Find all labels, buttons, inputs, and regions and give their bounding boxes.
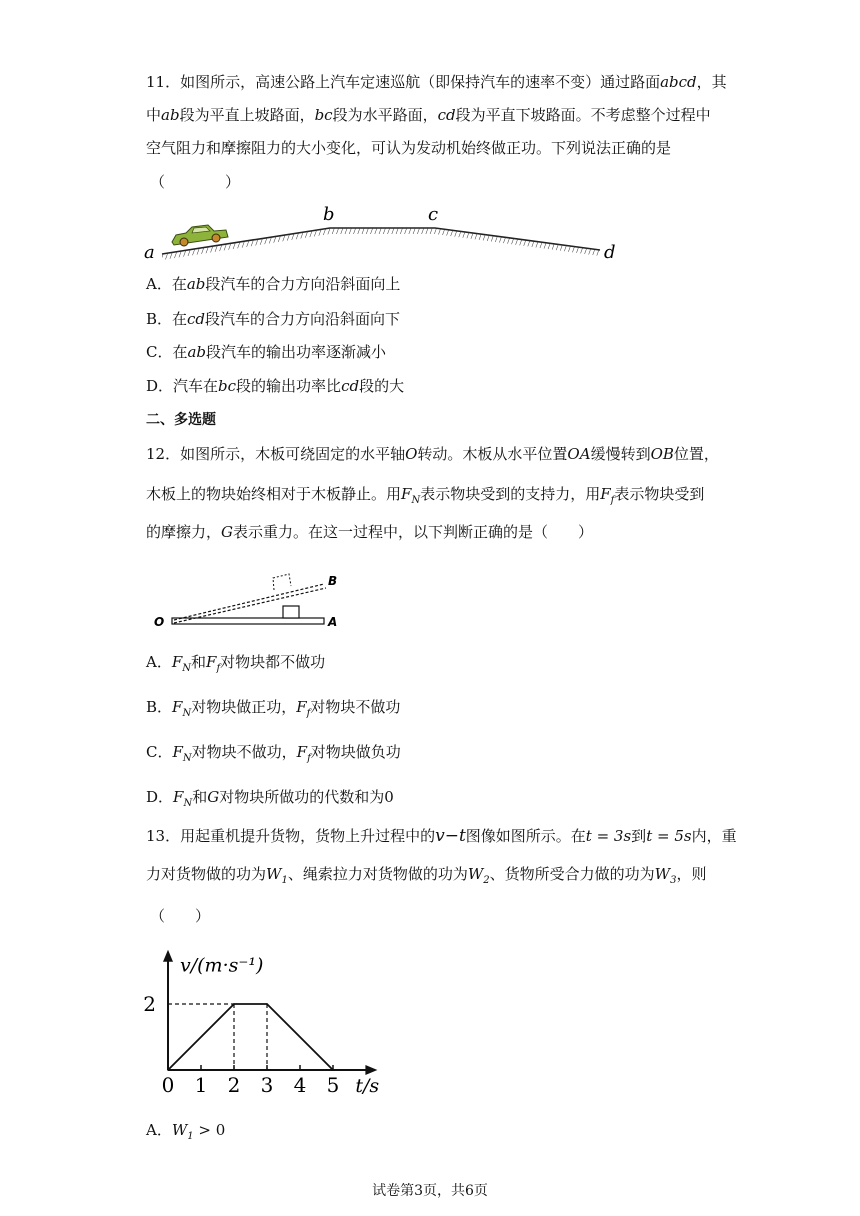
q12-board-figure bbox=[148, 566, 348, 636]
board-OA bbox=[172, 618, 324, 624]
q12-option-b bbox=[146, 697, 400, 724]
symbol-FN bbox=[171, 653, 192, 674]
q12-var-G: G bbox=[221, 523, 233, 541]
symbol-Ff bbox=[296, 698, 311, 719]
option-var: bc bbox=[218, 377, 237, 395]
q13-t3: t = 3s bbox=[585, 827, 632, 845]
q12-var-OA: OA bbox=[567, 445, 591, 463]
option-var: cd bbox=[341, 377, 360, 395]
q11-option-c bbox=[146, 342, 386, 362]
q13-text: ，则 bbox=[676, 865, 707, 883]
symbol-F: F bbox=[171, 653, 183, 671]
label-b: b bbox=[323, 204, 335, 225]
q13-text: 、绳索拉力对货物做的功为 bbox=[287, 865, 468, 883]
option-letter: B． bbox=[146, 698, 173, 716]
option-var: cd bbox=[187, 310, 206, 328]
x-tick-label: 0 bbox=[161, 1073, 175, 1097]
q13-text: 到 bbox=[631, 827, 647, 845]
subscript-f: f bbox=[307, 753, 311, 764]
q11-text-tail: ，其 bbox=[696, 73, 727, 91]
option-text: 和 bbox=[191, 653, 207, 671]
q13-line2 bbox=[146, 864, 706, 891]
subscript-f: f bbox=[610, 495, 615, 506]
subscript-N: N bbox=[182, 708, 192, 719]
q12-line3 bbox=[146, 522, 593, 542]
symbol-W: W bbox=[266, 865, 282, 883]
option-letter: D． bbox=[146, 788, 174, 806]
x-tick-label: 3 bbox=[260, 1073, 274, 1097]
label-A: A bbox=[328, 615, 338, 629]
q11-var-bc: bc bbox=[314, 106, 333, 124]
board-OB-dashed bbox=[174, 584, 324, 620]
symbol-W2: $W_2$ bbox=[467, 865, 490, 886]
symbol-F: F bbox=[401, 485, 412, 503]
symbol-W3: $W_3$ bbox=[654, 865, 677, 886]
symbol-W: W bbox=[467, 865, 484, 883]
q12-text: 的摩擦力， bbox=[146, 523, 222, 541]
q12-text: 表示物块受到 bbox=[614, 485, 705, 503]
symbol-F: F bbox=[206, 653, 217, 671]
option-text: A．在 bbox=[146, 275, 187, 293]
q13-text: 内，重 bbox=[691, 827, 737, 845]
q11-option-b bbox=[146, 309, 400, 329]
block bbox=[283, 606, 299, 618]
q11-var-cd: cd bbox=[437, 106, 456, 124]
q12-text: 表示物块受到的支持力，用 bbox=[420, 485, 601, 503]
label-a: a bbox=[144, 242, 155, 263]
y-axis-label: v/(m·s⁻¹) bbox=[180, 954, 264, 977]
q13-answer-paren: （ ） bbox=[150, 907, 211, 925]
q11-text: 段为水平路面， bbox=[332, 106, 438, 124]
option-var: ab bbox=[186, 275, 206, 293]
symbol-F: F bbox=[173, 788, 184, 806]
data-point bbox=[167, 1069, 169, 1071]
symbol-W1: $W_1$ bbox=[266, 865, 288, 886]
data-point bbox=[233, 1003, 235, 1005]
q12-option-d bbox=[146, 787, 394, 814]
symbol-FN bbox=[401, 485, 421, 506]
q13-text: 、货物所受合力做的功为 bbox=[489, 865, 655, 883]
option-text: 对物块不做功 bbox=[310, 698, 401, 716]
q13-text: 13．用起重机提升货物，货物上升过程中的 bbox=[146, 827, 436, 845]
option-letter: A． bbox=[146, 1121, 172, 1139]
q12-text: 缓慢转到 bbox=[590, 445, 651, 463]
q12-line2 bbox=[146, 484, 704, 511]
q12-option-a bbox=[146, 652, 325, 679]
q11-line1 bbox=[146, 72, 727, 92]
q11-var-ab: ab bbox=[161, 106, 180, 124]
option-text: 对物块不做功， bbox=[191, 743, 297, 761]
q13-text: 图像如图所示。在 bbox=[465, 827, 586, 845]
q11-line3 bbox=[146, 138, 671, 158]
symbol-W: W bbox=[654, 865, 671, 883]
car-icon bbox=[172, 225, 228, 246]
subscript-f: f bbox=[306, 708, 311, 719]
x-tick-label: 1 bbox=[194, 1073, 208, 1097]
x-axis-label: t/s bbox=[355, 1075, 380, 1097]
q11-text: 段为平直上坡路面， bbox=[179, 106, 315, 124]
label-c: c bbox=[428, 204, 439, 225]
option-text: 段的大 bbox=[359, 377, 405, 395]
symbol-F: F bbox=[172, 698, 183, 716]
symbol-FN bbox=[172, 698, 192, 719]
q11-road-figure bbox=[140, 200, 630, 270]
option-text: 段汽车的合力方向沿斜面向下 bbox=[205, 310, 401, 328]
q12-var-O: O bbox=[405, 445, 418, 463]
symbol-FN bbox=[173, 788, 193, 809]
option-text: C．在 bbox=[146, 343, 188, 361]
y-tick-label: 2 bbox=[143, 992, 156, 1016]
option-text: 对物块所做功的代数和为0 bbox=[219, 788, 394, 806]
q13-vt-chart bbox=[140, 935, 400, 1105]
option-text: B．在 bbox=[146, 310, 188, 328]
q12-text: 表示重力。在这一过程中，以下判断正确的是（ ） bbox=[233, 523, 594, 541]
symbol-Ff bbox=[600, 485, 615, 506]
x-tick-label: 4 bbox=[293, 1073, 307, 1097]
subscript-N: N bbox=[182, 753, 192, 764]
label-B: B bbox=[328, 574, 338, 588]
q12-text: 12．如图所示，木板可绕固定的水平轴 bbox=[146, 445, 406, 463]
option-letter: C． bbox=[146, 743, 173, 761]
symbol-FN bbox=[172, 743, 192, 764]
x-tick-label: 5 bbox=[326, 1073, 340, 1097]
q12-var-OB: OB bbox=[650, 445, 674, 463]
q11-text: 段为平直下坡路面。不考虑整个过程中 bbox=[455, 106, 711, 124]
q13-t5: t = 5s bbox=[646, 827, 692, 845]
label-d: d bbox=[604, 242, 616, 263]
q12-line1 bbox=[146, 444, 719, 464]
x-axis-arrow bbox=[365, 1065, 377, 1075]
y-axis-arrow bbox=[163, 950, 173, 962]
subscript-f: f bbox=[216, 663, 221, 674]
option-letter: A． bbox=[146, 653, 172, 671]
q13-var-vt: v−t bbox=[435, 826, 466, 846]
symbol-Ff bbox=[296, 743, 311, 764]
q11-option-a bbox=[146, 274, 400, 294]
option-text: 段的输出功率比 bbox=[236, 377, 342, 395]
option-text: 和 bbox=[192, 788, 208, 806]
q13-option-a bbox=[146, 1120, 225, 1147]
q13-line1 bbox=[146, 826, 737, 846]
option-var: ab bbox=[187, 343, 207, 361]
q13-text: 力对货物做的功为 bbox=[146, 865, 267, 883]
q11-var-abcd: abcd bbox=[660, 73, 697, 91]
symbol-F: F bbox=[296, 698, 307, 716]
q11-text: 空气阻力和摩擦阻力的大小变化，可认为发动机始终做正功。下列说法正确的是 bbox=[146, 139, 672, 157]
series-line bbox=[168, 1004, 333, 1070]
option-text: D．汽车在 bbox=[146, 377, 219, 395]
subscript-N: N bbox=[411, 495, 421, 506]
option-var-G: G bbox=[207, 788, 220, 806]
page-footer: 试卷第3页，共6页 bbox=[372, 1183, 488, 1199]
option-text: > 0 bbox=[193, 1121, 226, 1139]
data-point bbox=[266, 1003, 268, 1005]
q11-answer-paren: （ ） bbox=[150, 173, 241, 191]
q11-option-d bbox=[146, 376, 404, 396]
subscript-N: N bbox=[183, 798, 193, 809]
q11-text: 中 bbox=[146, 106, 162, 124]
q11-line2 bbox=[146, 105, 711, 125]
section-heading: 二、多选题 bbox=[146, 412, 216, 428]
option-text: 对物块都不做功 bbox=[220, 653, 326, 671]
option-text: 段汽车的输出功率逐渐减小 bbox=[206, 343, 387, 361]
label-O: O bbox=[154, 615, 165, 629]
data-point bbox=[332, 1069, 334, 1071]
option-text: 对物块做负功 bbox=[310, 743, 401, 761]
symbol-Ff bbox=[206, 653, 221, 674]
symbol-W: W bbox=[171, 1121, 188, 1139]
symbol-W1: $W_1$ bbox=[171, 1121, 194, 1142]
block-dashed bbox=[273, 574, 291, 590]
subscript-N: N bbox=[182, 663, 192, 674]
symbol-F: F bbox=[600, 485, 611, 503]
option-text: 段汽车的合力方向沿斜面向上 bbox=[205, 275, 401, 293]
q11-text: 11．如图所示，高速公路上汽车定速巡航（即保持汽车的速率不变）通过路面 bbox=[146, 73, 661, 91]
q12-text: 位置， bbox=[673, 445, 719, 463]
q12-text: 木板上的物块始终相对于木板静止。用 bbox=[146, 485, 402, 503]
x-tick-label: 2 bbox=[227, 1073, 241, 1097]
symbol-F: F bbox=[172, 743, 183, 761]
option-text: 对物块做正功， bbox=[191, 698, 297, 716]
q12-text: 转动。木板从水平位置 bbox=[417, 445, 568, 463]
symbol-F: F bbox=[296, 743, 308, 761]
road-hatching bbox=[162, 228, 600, 260]
q12-option-c bbox=[146, 742, 401, 769]
